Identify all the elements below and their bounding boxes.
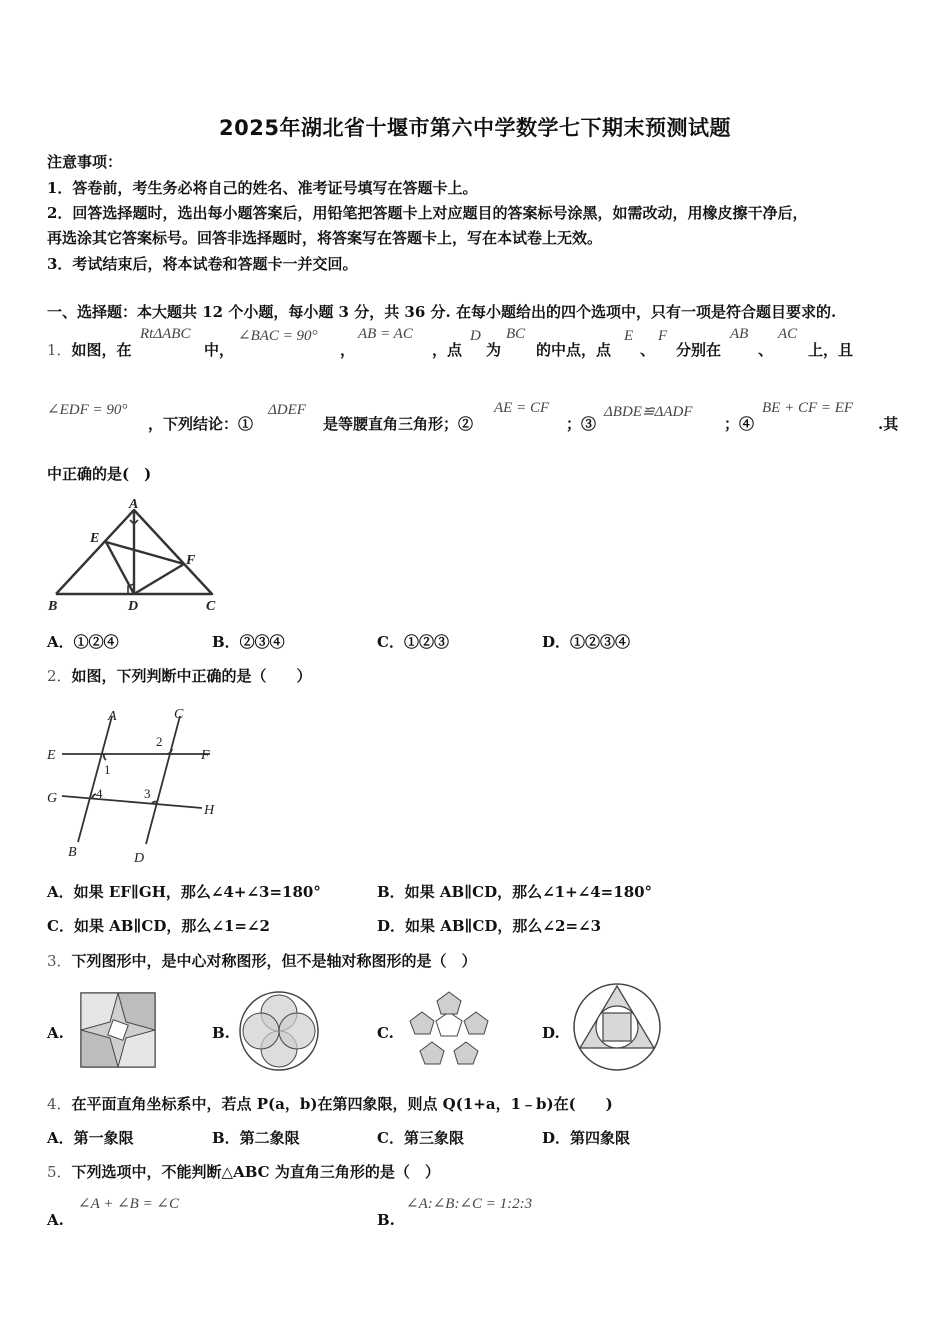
math-formula: ∠A + ∠B = ∠C bbox=[78, 1196, 180, 1212]
math-formula: E bbox=[624, 328, 634, 344]
math-formula: ΔDEF bbox=[268, 402, 306, 418]
math-formula: ∠A:∠B:∠C = 1:2:3 bbox=[406, 1196, 533, 1212]
line-cd bbox=[146, 716, 180, 844]
option-label: B. bbox=[377, 1211, 395, 1229]
option-label: A. bbox=[47, 1024, 64, 1042]
text: ，下列结论：① bbox=[148, 415, 254, 433]
math-formula: ΔBDE≌ΔADF bbox=[604, 404, 693, 420]
triangle-figure bbox=[44, 498, 224, 616]
option: C．第三象限 bbox=[377, 1129, 464, 1147]
math-formula: AB bbox=[730, 326, 749, 342]
line-gh bbox=[62, 796, 202, 808]
text: 如图，下列判断中正确的是（ ） bbox=[71, 667, 312, 685]
option-label: B. bbox=[212, 1024, 230, 1042]
label: H bbox=[204, 803, 215, 818]
option: D．如果 AB∥CD，那么∠2=∠3 bbox=[377, 917, 602, 935]
option: B．②③④ bbox=[212, 633, 285, 651]
option: D．第四象限 bbox=[542, 1129, 631, 1147]
math-formula: AE = CF bbox=[494, 400, 550, 416]
angle-label: 1 bbox=[104, 762, 111, 777]
circle-petals-figure bbox=[238, 990, 320, 1072]
option: A．如果 EF∥GH，那么∠4+∠3=180° bbox=[47, 883, 321, 901]
angle-arc bbox=[104, 754, 106, 760]
notice-item: 2．回答选择题时，选出每小题答案后，用铅笔把答题卡上对应题目的答案标号涂黑，如需改动，用橡皮擦干净后， bbox=[47, 204, 808, 222]
option: B．如果 AB∥CD，那么∠1+∠4=180° bbox=[377, 883, 653, 901]
text: 中， bbox=[204, 341, 235, 359]
math-formula: ∠EDF = 90° bbox=[47, 402, 128, 418]
notice-item: 再选涂其它答案标号。回答非选择题时，将答案写在答题卡上，写在本试卷上无效。 bbox=[47, 229, 603, 247]
notice-item: 3．考试结束后，将本试卷和答题卡一并交回。 bbox=[47, 255, 358, 273]
text: 分别在 bbox=[676, 341, 722, 359]
option: B．第二象限 bbox=[212, 1129, 300, 1147]
text: .其 bbox=[878, 415, 899, 433]
text: 在平面直角坐标系中，若点 P(a，b)在第四象限，则点 Q(1+a，1﹣b)在( ) bbox=[71, 1095, 613, 1113]
angle-label: 2 bbox=[156, 734, 163, 749]
math-formula: BE + CF = EF bbox=[762, 400, 854, 416]
math-formula: AC bbox=[778, 326, 798, 342]
label: D bbox=[128, 599, 139, 614]
label: G bbox=[47, 791, 58, 806]
label: E bbox=[90, 531, 100, 546]
question-number: 1． bbox=[47, 341, 72, 359]
text: ，点 bbox=[432, 341, 463, 359]
math-formula: AB = AC bbox=[358, 326, 413, 342]
math-formula: F bbox=[658, 328, 668, 344]
question-number: 2． bbox=[47, 667, 72, 685]
text: ；④ bbox=[724, 415, 755, 433]
text: 、 bbox=[758, 341, 774, 359]
math-formula: BC bbox=[506, 326, 526, 342]
notice-item: 1．答卷前，考生务必将自己的姓名、准考证号填写在答题卡上。 bbox=[47, 179, 478, 197]
line-ab bbox=[78, 716, 112, 842]
math-formula: D bbox=[470, 328, 481, 344]
circle-triangle-square-figure bbox=[572, 982, 662, 1072]
question-5 bbox=[47, 1162, 440, 1182]
option-label: C. bbox=[377, 1024, 394, 1042]
notice-heading: 注意事项： bbox=[47, 153, 123, 171]
label: B bbox=[68, 845, 77, 860]
question-2 bbox=[47, 666, 312, 686]
label: D bbox=[134, 851, 145, 866]
section-heading: 一、选择题：本大题共 12 个小题，每小题 3 分，共 36 分. 在每小题给出的四个选项中，只有一项是符合题目要求的. bbox=[47, 303, 837, 321]
option-label: A. bbox=[47, 1211, 64, 1229]
angle-label: 4 bbox=[96, 786, 103, 801]
label: C bbox=[174, 707, 184, 722]
math-formula: RtΔABC bbox=[140, 326, 191, 342]
option-label: D. bbox=[542, 1024, 560, 1042]
text: 如图，在 bbox=[71, 341, 132, 359]
text: 下列选项中，不能判断△ABC 为直角三角形的是（ ） bbox=[71, 1163, 440, 1181]
label: C bbox=[206, 599, 216, 614]
option: C．如果 AB∥CD，那么∠1=∠2 bbox=[47, 917, 270, 935]
question-3 bbox=[47, 951, 477, 971]
text: 的中点，点 bbox=[536, 341, 612, 359]
option: D．①②③④ bbox=[542, 633, 631, 651]
question-number: 5． bbox=[47, 1163, 72, 1181]
label: F bbox=[201, 748, 210, 763]
math-formula: ∠BAC = 90° bbox=[238, 328, 318, 344]
text: 是等腰直角三角形；② bbox=[323, 415, 474, 433]
page-title: 2025年湖北省十堰市第六中学数学七下期末预测试题 bbox=[219, 116, 731, 140]
parallel-lines-figure bbox=[44, 702, 224, 866]
question-4 bbox=[47, 1094, 613, 1114]
angle-label: 3 bbox=[144, 786, 151, 801]
label: A bbox=[129, 498, 139, 512]
question-number: 4． bbox=[47, 1095, 72, 1113]
text: 下列图形中，是中心对称图形，但不是轴对称图形的是（ ） bbox=[71, 952, 477, 970]
question-number: 3． bbox=[47, 952, 72, 970]
text: 上，且 bbox=[808, 341, 854, 359]
text: ；③ bbox=[566, 415, 597, 433]
segment-df bbox=[134, 564, 184, 594]
text: 为 bbox=[486, 341, 502, 359]
text: 、 bbox=[640, 341, 656, 359]
option: C．①②③ bbox=[377, 633, 449, 651]
option: A．第一象限 bbox=[47, 1129, 134, 1147]
text: ， bbox=[340, 341, 356, 359]
square-pinwheel-figure bbox=[80, 992, 156, 1068]
question-1-line-1 bbox=[47, 340, 132, 360]
label: F bbox=[186, 553, 196, 568]
label: A bbox=[108, 709, 117, 724]
option: A．①②④ bbox=[47, 633, 119, 651]
text: 中正确的是( ) bbox=[47, 465, 152, 483]
label: E bbox=[47, 748, 56, 763]
label: B bbox=[48, 599, 58, 614]
pentagons-figure bbox=[406, 990, 492, 1072]
